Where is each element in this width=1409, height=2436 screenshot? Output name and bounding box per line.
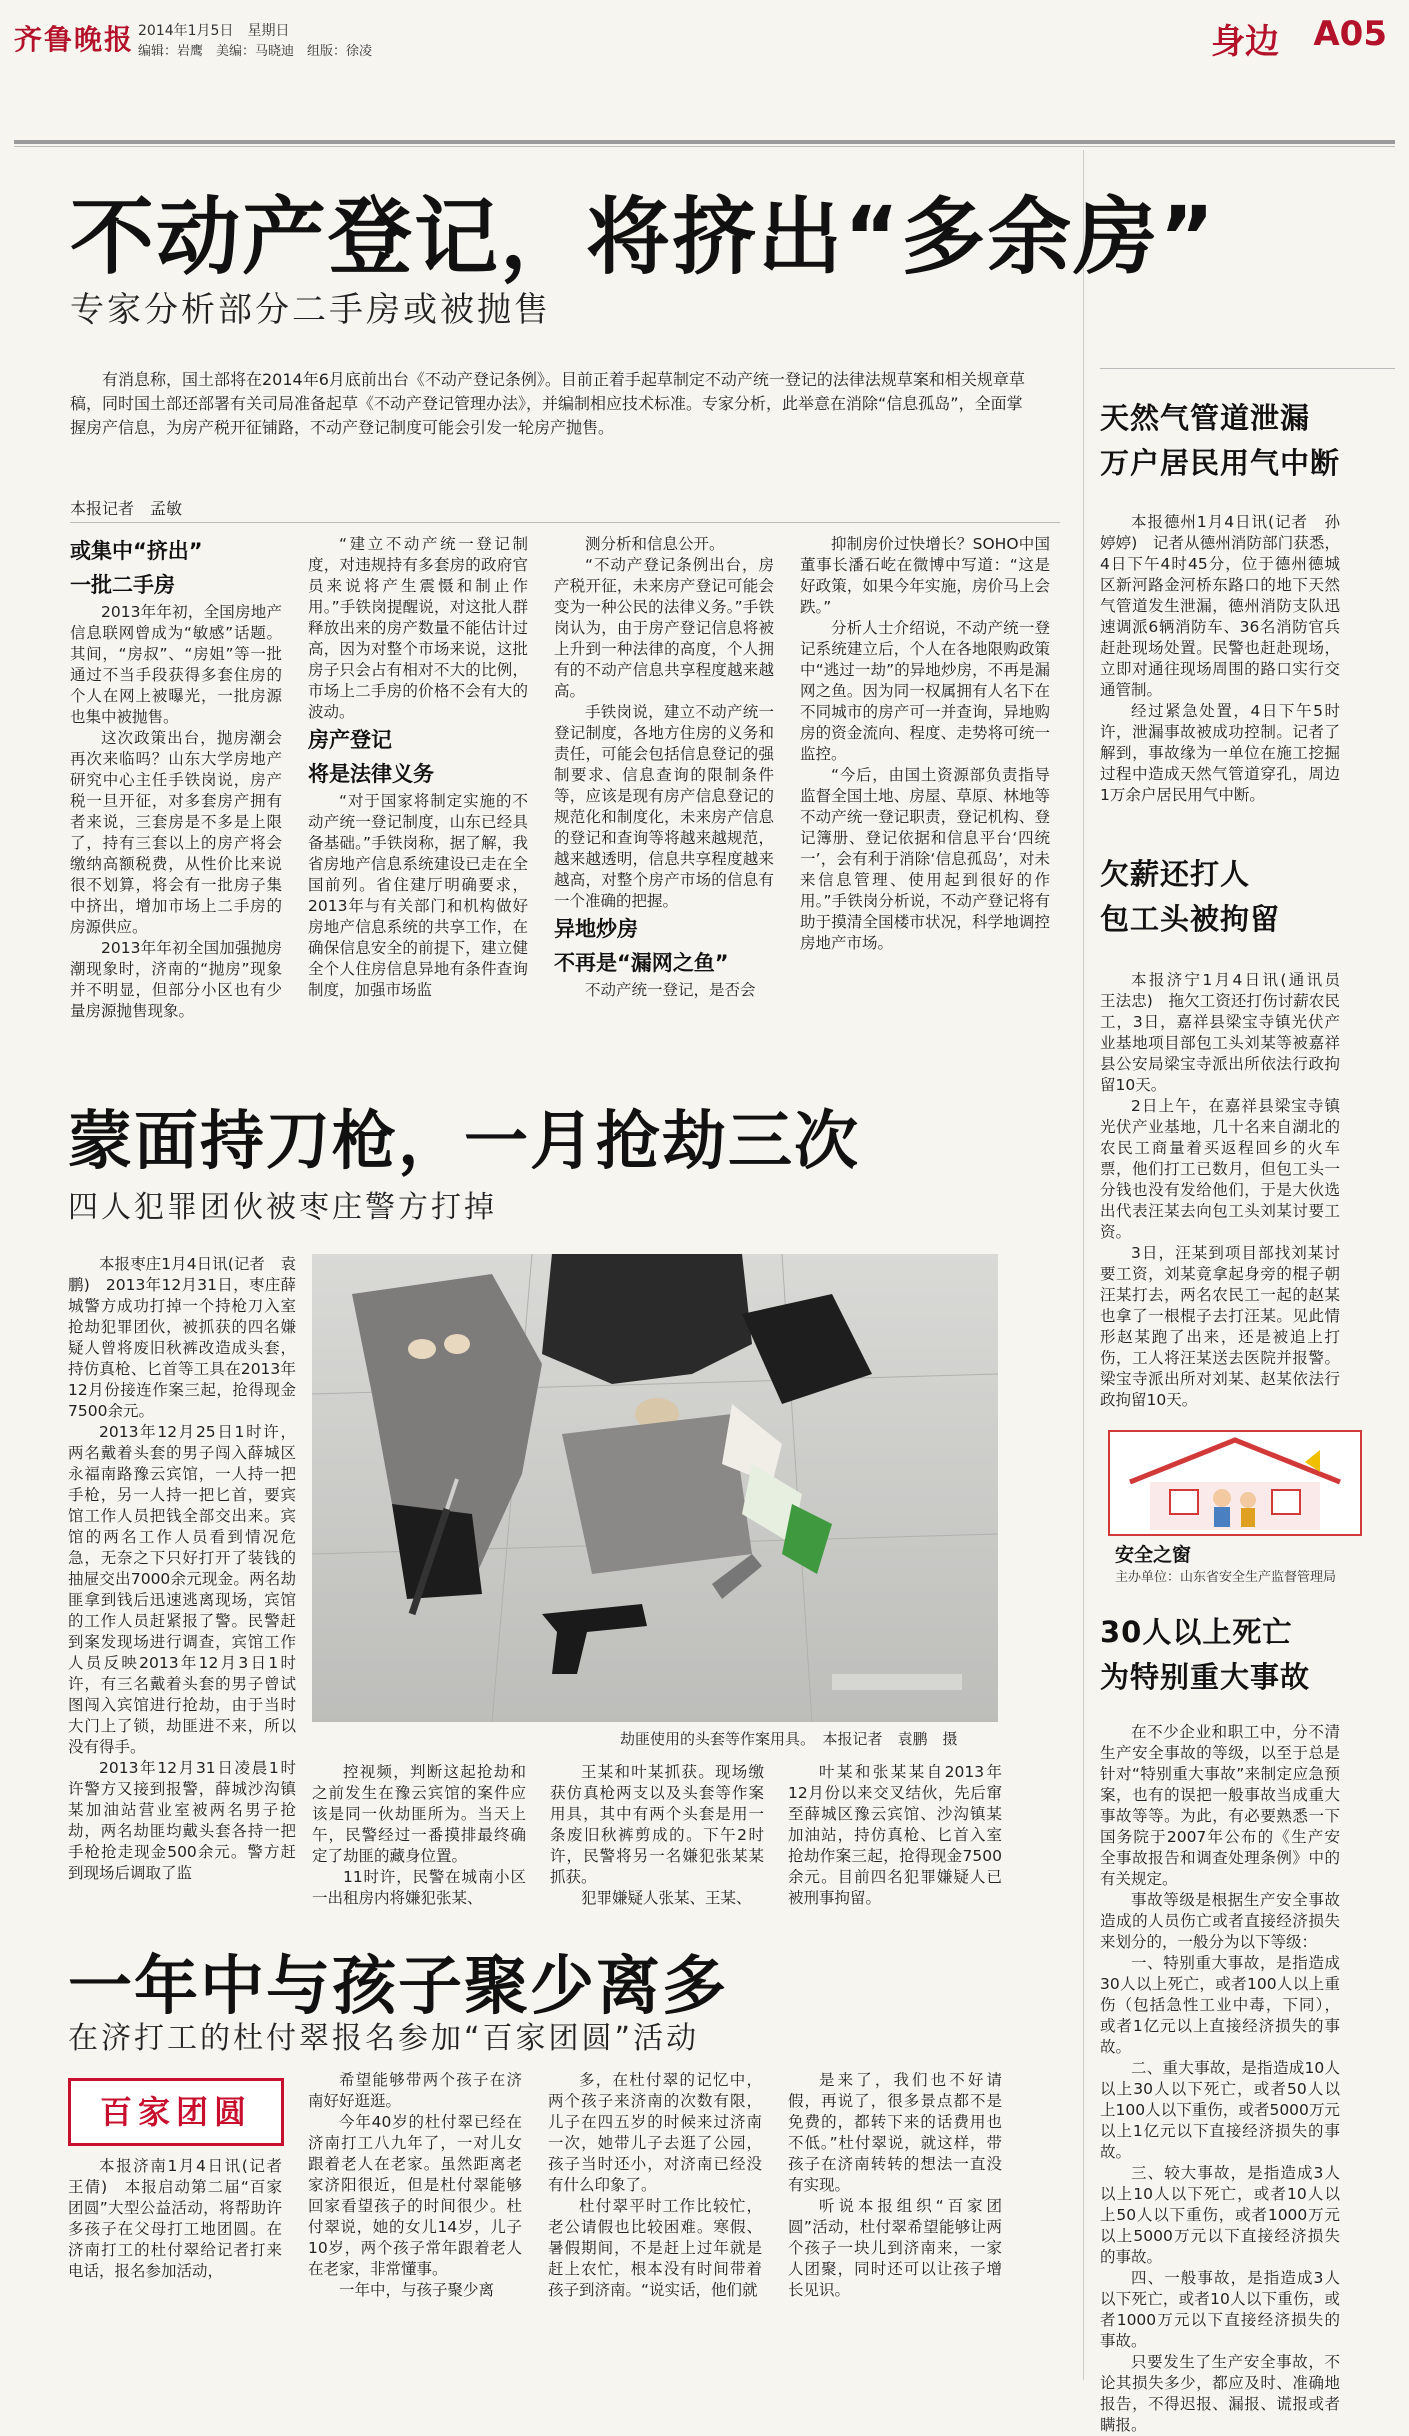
paragraph: 一、特别重大事故，是指造成30人以上死亡，或者100人以上重伤（包括急性工业中毒，下同），或者1亿元以上直接经济损失的事故。: [1100, 1954, 1340, 2056]
paragraph: 本报枣庄1月4日讯(记者 袁鹏) 2013年12月31日，枣庄薛城警方成功打掉一个持枪刀入室抢劫犯罪团伙，被抓获的四名嫌疑人曾将废旧秋裤改造成头套，持仿真枪、匕首等工具在2013年12月份接连作案三起，抢得现金7500余元。: [68, 1255, 296, 1420]
safety-window-illustration: [1108, 1430, 1362, 1536]
paragraph: “建立不动产统一登记制度，对违规持有多套房的政府官员来说将产生震慑和制止作用。”手铁岗提醒说，对这批人群释放出来的房产数量不能估计过高，因为对整个市场来说，这批房子只会占有相对不大的比例，市场上二手房的价格不会有大的波动。: [308, 535, 528, 721]
page-number: A05: [1313, 14, 1387, 54]
paragraph: 手铁岗说，建立不动产统一登记制度，各地方住房的义务和责任，可能会包括信息登记的强制要求、信息查询的限制条件等，应该是现有房产信息登记的规范化和制度化，未来房产信息的登记和查询等将越来越规范，越来越透明，信息共享程度越来越高，对整个房产市场的信息有一个准确的把握。: [554, 703, 774, 910]
section-name: 身边: [1211, 22, 1279, 62]
story1-column-2: [308, 534, 528, 1054]
paragraph: “今后，由国土资源部负责指导监督全国土地、房屋、草原、林地等不动产统一登记职责，登记机构、登记簿册、登记依据和信息平台‘四统一’，会有利于消除‘信息孤岛’，对未来信息管理、使用起到很好的作用。”手铁岗分析说，不动产登记将有助于摸清全国楼市状况，科学地调控房地产市场。: [800, 766, 1050, 952]
sidebar-item2-body: [1100, 970, 1356, 1409]
paragraph: 这次政策出台，抛房潮会再次来临吗？山东大学房地产研究中心主任手铁岗说，房产税一旦开征，对多套房产拥有者来说，三套房是不多是上限了，持有三套以上的房产将会缴纳高额税费，从性价比来说很不划算，将会有一批房子集中挤出，增加市场上二手房的房源供应。: [70, 729, 282, 936]
header-rule: [14, 140, 1395, 144]
paragraph: 杜付翠平时工作比较忙，老公请假也比较困难。寒假、暑假期间，不是赶上过年就是赶上农忙，根本没有时间带着孩子到济南。“说实话，他们就: [548, 2197, 762, 2299]
sidebar-item3-title-line1: 30人以上死亡: [1100, 1615, 1293, 1649]
sidebar-item1-title-line2: 万户居民用气中断: [1100, 446, 1341, 480]
paragraph: 三、较大事故，是指造成3人以上10人以下死亡，或者10人以上50人以下重伤，或者1000万元以上5000万元以下直接经济损失的事故。: [1100, 2164, 1340, 2266]
paragraph: 犯罪嫌疑人张某、王某、: [581, 1889, 752, 1907]
story3-column-4: [788, 2070, 1002, 2376]
sidebar-item1-title: [1100, 396, 1340, 486]
sidebar-item3-title: [1100, 1610, 1310, 1700]
paragraph: 2日上午，在嘉祥县梁宝寺镇光伏产业基地，几十名来自湖北的农民工商量着买返程回乡的火车票，他们打工已数月，但包工头一分钱也没有发给他们，于是大伙选出代表汪某去向包工头刘某讨要工资。: [1100, 1097, 1340, 1241]
paragraph: 叶某和张某某自2013年12月份以来交叉结伙，先后窜至薛城区豫云宾馆、沙沟镇某加油站，持仿真枪、匕首入室抢劫作案三起，抢得现金7500余元。目前四名犯罪嫌疑人已被刑事拘留。: [788, 1763, 1002, 1907]
paragraph: “对于国家将制定实施的不动产统一登记制度，山东已经具备基础。”手铁岗称，据了解，我省房地产信息系统建设已走在全国前列。省住建厅明确要求，2013年与有关部门和机构做好房地产信息系统的共享工作，在确保信息安全的前提下，建立健全个人住房信息异地有条件查询制度，加强市场监: [308, 792, 528, 999]
header-rule-thin: [14, 146, 1395, 147]
issue-date: 2014年1月5日 星期日: [138, 23, 290, 39]
paragraph: 3日，汪某到项目部找刘某讨要工资，刘某竟拿起身旁的棍子朝汪某打去，两名农民工一起的赵某也拿了一根棍子去打汪某。见此情形赵某跑了出来，还是被追上打伤，工人将汪某送去医院并报警。梁宝寺派出所对刘某、赵某依法行政拘留10天。: [1100, 1244, 1340, 1409]
column-divider: [1083, 150, 1084, 2380]
safety-window-sponsor: 主办单位：山东省安全生产监督管理局: [1115, 1570, 1337, 1585]
paragraph: 抑制房价过快增长？SOHO中国董事长潘石屹在微博中写道：“这是好政策，如果今年实施，房价马上会跌。”: [800, 535, 1050, 616]
story1-col1-subhead-1: 或集中“挤出”: [70, 539, 203, 563]
story2-subheadline: 四人犯罪团伙被枣庄警方打掉: [68, 1190, 497, 1225]
paragraph: 今年40岁的杜付翠已经在济南打工八九年了，一对儿女跟着老人在老家。虽然距离老家济阳很近，但是杜付翠能够回家看望孩子的时间很少。杜付翠说，她的女儿14岁，儿子10岁，两个孩子常年跟着老人在老家，非常懂事。: [308, 2113, 522, 2278]
story3-subheadline: 在济打工的杜付翠报名参加“百家团圆”活动: [68, 2021, 700, 2056]
paragraph: 在不少企业和职工中，分不清生产安全事故的等级，以至于总是针对“特别重大事故”来制定应急预案，也有的误把一般事故当成重大事故等等。为此，有必要熟悉一下国务院于2007年公布的《生产安全事故报告和调查处理条例》中的有关规定。: [1100, 1723, 1340, 1888]
paragraph: 经过紧急处置，4日下午5时许，泄漏事故被成功控制。记者了解到，事故缘为一单位在施工挖掘过程中造成天然气管道穿孔，周边1万余户居民用气中断。: [1100, 702, 1340, 804]
paragraph: 2013年12月25日1时许，两名戴着头套的男子闯入薛城区永福南路豫云宾馆，一人持一把手枪，另一人持一把匕首，要宾馆工作人员把钱全部交出来。宾馆的两名工作人员看到情况危急，无奈之下只好打开了装钱的抽屉交出7000余元现金。两名劫匪拿到钱后迅速逃离现场，宾馆的工作人员赶紧报了警。民警赶到案发现场进行调查，宾馆工作人员反映2013年12月3日1时许，有三名戴着头套的男子曾试图闯入宾馆进行抢劫，由于当时大门上了锁，劫匪进不来，所以没有得手。: [68, 1423, 296, 1756]
editorial-credits: 编辑：岩鹰 美编：马晓迪 组版：徐凌: [138, 44, 373, 59]
paragraph: 2013年年初，全国房地产信息联网曾成为“敏感”话题。其间，“房叔”、“房姐”等一批通过不当手段获得多套住房的个人在网上被曝光，一批房源也集中被抛售。: [70, 603, 282, 726]
paragraph: 测分析和信息公开。: [585, 535, 725, 553]
paragraph: 不动产统一登记，是否会: [585, 981, 756, 999]
paragraph: 听说本报组织“百家团圆”活动，杜付翠希望能够让两个孩子一块儿到济南来，一家人团聚，同时还可以让孩子增长见识。: [788, 2197, 1002, 2299]
sidebar-item3-title-line2: 为特别重大事故: [1100, 1660, 1311, 1694]
paragraph: 四、一般事故，是指造成3人以下死亡，或者10人以下重伤，或者1000万元以下直接经济损失的事故。: [1100, 2269, 1340, 2350]
story3-headline: 一年中与孩子聚少离多: [68, 1950, 728, 2024]
paragraph: 是来了，我们也不好请假，再说了，很多景点都不是免费的，都转下来的话费用也不低。”杜付翠说，就这样，带孩子在济南转转的想法一直没有实现。: [788, 2071, 1002, 2194]
paragraph: 2013年年初全国加强抛房潮现象时，济南的“抛房”现象并不明显，但部分小区也有少量房源抛售现象。: [70, 939, 282, 1020]
story1-byline: 本报记者 孟敏: [70, 499, 183, 518]
campaign-badge: 百家团圆: [68, 2078, 284, 2146]
story1-lead: 有消息称，国土部将在2014年6月底前出台《不动产登记条例》。目前正着手起草制定不动产统一登记的法律法规草案和相关规章草稿，同时国土部还部署有关司局准备起草《不动产登记管理办法》，并编制相应技术标准。专家分析，此举意在消除“信息孤岛”，全面掌握房产信息，为房产税开征铺路，不动产登记制度可能会引发一轮房产抛售。: [70, 370, 1025, 437]
story1-column-3: [554, 534, 774, 1054]
story1-col2-subhead-1: 房产登记: [308, 728, 392, 752]
paragraph: 希望能够带两个孩子在济南好好逛逛。: [308, 2071, 522, 2110]
paragraph: 本报济南1月4日讯(记者 王倩) 本报启动第二届“百家团圆”大型公益活动，将帮助许多孩子在父母打工地团圆。在济南打工的杜付翠给记者打来电话，报名参加活动，: [68, 2157, 298, 2280]
paragraph: 多，在杜付翠的记忆中，两个孩子来济南的次数有限，儿子在四五岁的时候来过济南一次，她带儿子去逛了公园，孩子当时还小，对济南已经没有什么印象了。: [548, 2071, 762, 2194]
paragraph: 只要发生了生产安全事故，不论其损失多少，都应及时、准确地报告，不得迟报、漏报、谎报或者瞒报。: [1100, 2353, 1340, 2434]
story1-headline: 不动产登记，将挤出“多余房”: [70, 188, 1217, 286]
newspaper-logo: 齐鲁晚报: [14, 23, 135, 56]
photo-caption: 劫匪使用的头套等作案用具。 本报记者 袁鹏 摄: [620, 1730, 958, 1748]
sidebar-item1-body: [1100, 512, 1340, 812]
story3-column-3: [548, 2070, 762, 2376]
story1-column-4: [800, 534, 1050, 1054]
paragraph: 11时许，民警在城南小区一出租房内将嫌犯张某、: [312, 1868, 526, 1907]
paragraph: 二、重大事故，是指造成10人以上30人以下死亡，或者50人以上100人以下重伤，或者5000万元以上1亿元以下直接经济损失的事故。: [1100, 2059, 1340, 2161]
paragraph: “不动产登记条例出台，房产税开征，未来房产登记可能会变为一种公民的法律义务。”手铁岗认为，由于房产登记信息将被上升到一种法律的高度，个人拥有的不动产信息共享程度越来越高。: [554, 556, 774, 700]
sidebar-item1-title-line1: 天然气管道泄漏: [1100, 401, 1311, 435]
story2-column-4: [788, 1762, 1002, 2092]
paragraph: 事故等级是根据生产安全事故造成的人员伤亡或者直接经济损失来划分的，一般分为以下等级：: [1100, 1891, 1340, 1951]
sidebar-item2-title: [1100, 852, 1280, 942]
story1-col2-subhead-2: 将是法律义务: [308, 762, 434, 786]
story3-column-1: [68, 2156, 298, 2376]
sidebar-item3-body: [1100, 1722, 1340, 2434]
story1-column-1: [70, 534, 282, 1054]
paragraph: 2013年12月31日凌晨1时许警方又接到报警，薛城沙沟镇某加油站营业室被两名男子抢劫，两名劫匪均戴头套各持一把手枪抢走现金500余元。警方赶到现场后调取了监: [68, 1759, 296, 1882]
story3-column-2: [308, 2070, 522, 2376]
paragraph: 本报德州1月4日讯(记者 孙婷婷) 记者从德州消防部门获悉，4日下午4时45分，位于德州德城区新河路金河桥东路口的地下天然气管道发生泄漏，德州消防支队迅速调派6辆消防车、36名消防官兵赶赴现场处置。民警也赶赴现场，立即对通往现场周围的路口实行交通管制。: [1100, 513, 1340, 699]
paragraph: 控视频，判断这起抢劫和之前发生在豫云宾馆的案件应该是同一伙劫匪所为。当天上午，民警经过一番摸排最终确定了劫匪的藏身位置。: [312, 1763, 526, 1865]
story1-col3-subhead-1: 异地炒房: [554, 917, 638, 941]
house-icon: [1110, 1432, 1360, 1534]
sidebar-item2-title-line2: 包工头被拘留: [1100, 902, 1281, 936]
safety-window-title: 安全之窗: [1115, 1544, 1192, 1566]
story1-subheadline: 专家分析部分二手房或被抛售: [70, 290, 551, 330]
evidence-photo-image: [312, 1254, 998, 1722]
paragraph: 王某和叶某抓获。现场缴获仿真枪两支以及头套等作案用具，其中有两个头套是用一条废旧秋裤剪成的。下午2时许，民警将另一名嫌犯张某某抓获。: [550, 1763, 764, 1886]
sidebar-rule: [1100, 368, 1395, 369]
story1-rule: [70, 522, 1060, 523]
paragraph: 分析人士介绍说，不动产统一登记系统建立后，个人在各地限购政策中“逃过一劫”的异地炒房，不再是漏网之鱼。因为同一权属拥有人名下在不同城市的房产可一并查询，异地购房的资金流向、程度、走势将可统一监控。: [800, 619, 1050, 763]
story1-col1-subhead-2: 一批二手房: [70, 573, 175, 597]
evidence-photo: [312, 1254, 998, 1722]
sidebar-item2-title-line1: 欠薪还打人: [1100, 857, 1251, 891]
story2-headline: 蒙面持刀枪，一月抢劫三次: [68, 1105, 860, 1179]
paragraph: 本报济宁1月4日讯(通讯员 王法忠) 拖欠工资还打伤讨薪农民工，3日，嘉祥县梁宝寺镇光伏产业基地项目部包工头刘某等被嘉祥县公安局梁宝寺派出所依法行政拘留10天。: [1100, 971, 1356, 1094]
story1-col3-subhead-2: 不再是“漏网之鱼”: [554, 951, 729, 975]
paragraph: 一年中，与孩子聚少离: [339, 2281, 495, 2299]
